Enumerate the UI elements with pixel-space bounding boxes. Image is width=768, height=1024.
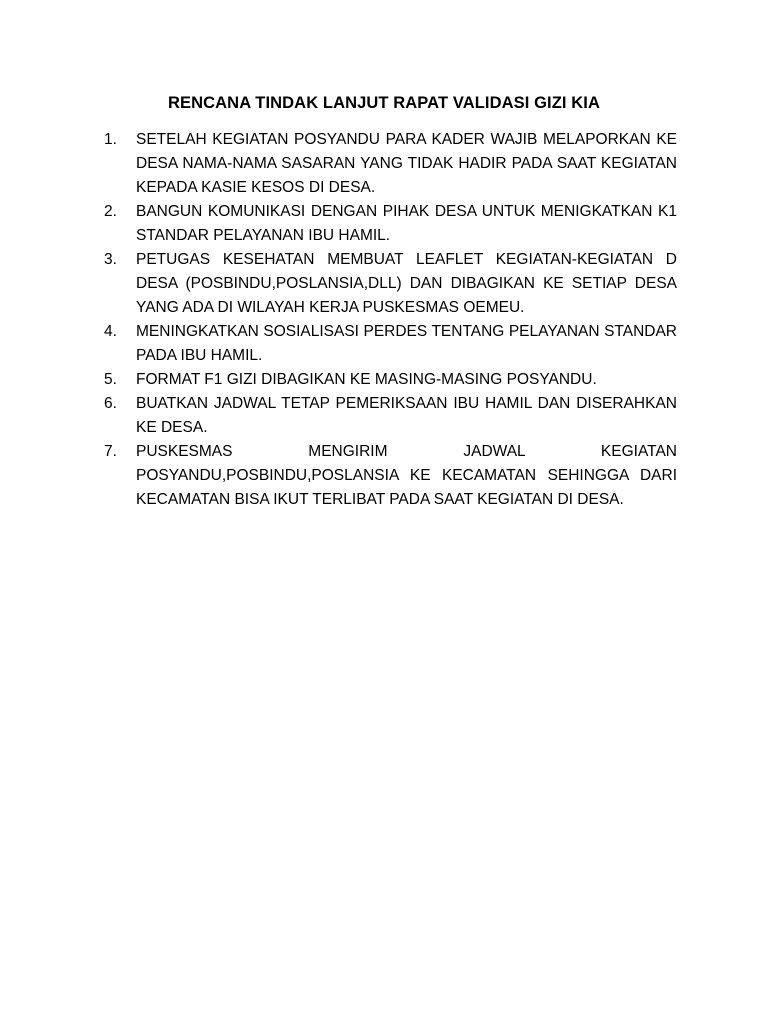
document-title: RENCANA TINDAK LANJUT RAPAT VALIDASI GIZI KIA [168, 94, 600, 112]
list-item [104, 200, 677, 248]
list-item-number: 3. [104, 251, 117, 268]
list-item-text: PUSKESMAS MENGIRIM JADWAL KEGIATAN POSYANDU,POSBINDU,POSLANSIA KE KECAMATAN SEHINGGA DARI KECAMATAN BISA IKUT TERLIBAT PADA SAAT KEGIATAN DI DESA. [136, 443, 677, 508]
list-item-number: 4. [104, 323, 117, 340]
list-item-text: SETELAH KEGIATAN POSYANDU PARA KADER WAJIB MELAPORKAN KE DESA NAMA-NAMA SASARAN YANG TIDAK HADIR PADA SAAT KEGIATAN KEPADA KASIE KESOS DI DESA. [136, 131, 677, 196]
list-item-text: MENINGKATKAN SOSIALISASI PERDES TENTANG PELAYANAN STANDAR PADA IBU HAMIL. [136, 323, 677, 364]
list-item-number: 1. [104, 131, 117, 148]
list-item [104, 368, 677, 392]
list-item-number: 2. [104, 203, 117, 220]
list-item [104, 128, 677, 200]
list-item-number: 6. [104, 395, 117, 412]
list-item-text: BUATKAN JADWAL TETAP PEMERIKSAAN IBU HAMIL DAN DISERAHKAN KE DESA. [136, 395, 677, 436]
list-item-text: FORMAT F1 GIZI DIBAGIKAN KE MASING-MASING POSYANDU. [136, 371, 597, 388]
list-item [104, 320, 677, 368]
list-item-number: 5. [104, 371, 117, 388]
list-item [104, 440, 677, 512]
list-item-text: BANGUN KOMUNIKASI DENGAN PIHAK DESA UNTUK MENIGKATKAN K1 STANDAR PELAYANAN IBU HAMIL. [136, 203, 677, 244]
list-item-text: PETUGAS KESEHATAN MEMBUAT LEAFLET KEGIATAN-KEGIATAN D DESA (POSBINDU,POSLANSIA,DLL) DAN DIBAGIKAN KE SETIAP DESA YANG ADA DI WILAYAH KERJA PUSKESMAS OEMEU. [136, 251, 677, 316]
list-item-number: 7. [104, 443, 117, 460]
action-plan-list [104, 128, 677, 512]
list-item [104, 248, 677, 320]
list-item [104, 392, 677, 440]
